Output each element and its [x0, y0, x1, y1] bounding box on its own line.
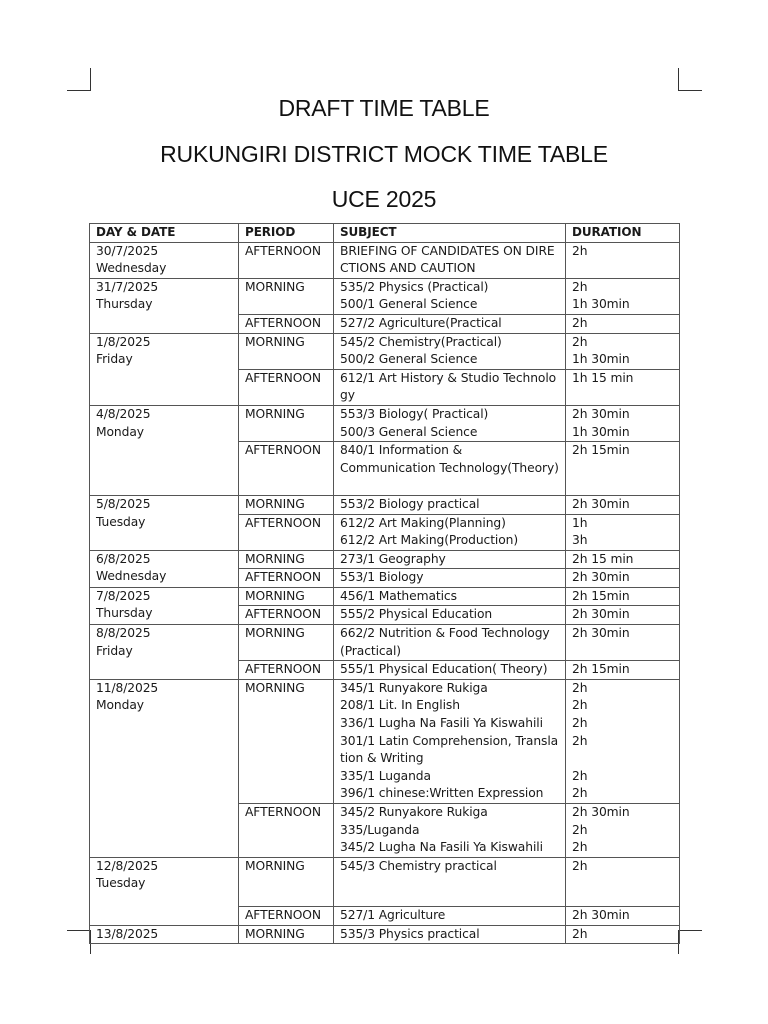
table-row — [90, 242, 680, 278]
table-row — [90, 587, 680, 606]
table-row — [90, 278, 680, 314]
period-cell: AFTERNOON — [239, 661, 334, 680]
duration-cell: 2h — [566, 925, 680, 944]
duration-cell: 2h — [566, 242, 680, 278]
subject-cell: 555/1 Physical Education( Theory) — [334, 661, 566, 680]
period-cell: AFTERNOON — [239, 606, 334, 625]
period-cell: MORNING — [239, 333, 334, 369]
day-date-cell: 12/8/2025 Tuesday — [90, 857, 239, 925]
crop-mark-top-left — [67, 90, 91, 91]
crop-mark-bottom-right — [678, 930, 702, 931]
subject-cell: BRIEFING OF CANDIDATES ON DIRECTIONS AND CAUTION — [334, 242, 566, 278]
duration-cell: 2h 15min — [566, 587, 680, 606]
subject-cell: 553/3 Biology( Practical) 500/3 General Science — [334, 405, 566, 441]
crop-mark-top-left — [90, 68, 91, 91]
period-cell: MORNING — [239, 550, 334, 569]
subject-cell: 840/1 Information & Communication Technology(Theory) — [334, 442, 566, 496]
duration-cell: 2h 30min 1h 30min — [566, 405, 680, 441]
table-row — [90, 857, 680, 906]
timetable — [89, 223, 680, 944]
exam-title: UCE 2025 — [331, 186, 437, 212]
duration-cell: 2h 15min — [566, 661, 680, 680]
subject-cell: 612/1 Art History & Studio Technology — [334, 369, 566, 405]
subject-cell: 535/3 Physics practical — [334, 925, 566, 944]
duration-cell: 1h 3h — [566, 514, 680, 550]
duration-cell: 2h 30min — [566, 606, 680, 625]
table-row — [90, 405, 680, 441]
day-date-cell: 7/8/2025 Thursday — [90, 587, 239, 624]
day-date-cell: 1/8/2025 Friday — [90, 333, 239, 405]
table-row — [90, 495, 680, 514]
period-cell: MORNING — [239, 679, 334, 803]
day-date-cell: 31/7/2025 Thursday — [90, 278, 239, 333]
period-cell: MORNING — [239, 405, 334, 441]
period-cell: AFTERNOON — [239, 804, 334, 858]
duration-cell: 2h 15 min — [566, 550, 680, 569]
period-cell: MORNING — [239, 925, 334, 944]
subject-cell: 345/2 Runyakore Rukiga 335/Luganda 345/2 Lugha Na Fasili Ya Kiswahili — [334, 804, 566, 858]
period-cell: AFTERNOON — [239, 514, 334, 550]
header-duration: DURATION — [566, 224, 680, 243]
header-period: PERIOD — [239, 224, 334, 243]
period-cell: AFTERNOON — [239, 442, 334, 496]
period-cell: AFTERNOON — [239, 242, 334, 278]
crop-mark-top-right — [678, 68, 679, 91]
crop-mark-bottom-left — [67, 930, 91, 931]
duration-cell: 2h 30min — [566, 569, 680, 588]
header-day-date: DAY & DATE — [90, 224, 239, 243]
day-date-cell: 30/7/2025 Wednesday — [90, 242, 239, 278]
table-row — [90, 679, 680, 803]
duration-cell: 2h — [566, 314, 680, 333]
subject-cell: 527/2 Agriculture(Practical — [334, 314, 566, 333]
period-cell: AFTERNOON — [239, 369, 334, 405]
period-cell: AFTERNOON — [239, 569, 334, 588]
day-date-cell: 13/8/2025 — [90, 925, 239, 944]
period-cell: MORNING — [239, 625, 334, 661]
subject-cell: 555/2 Physical Education — [334, 606, 566, 625]
day-date-cell: 5/8/2025 Tuesday — [90, 495, 239, 550]
duration-cell: 2h 30min 2h 2h — [566, 804, 680, 858]
subject-cell: 527/1 Agriculture — [334, 906, 566, 925]
day-date-cell: 4/8/2025 Monday — [90, 405, 239, 495]
period-cell: MORNING — [239, 278, 334, 314]
district-title: RUKUNGIRI DISTRICT MOCK TIME TABLE — [160, 141, 608, 167]
table-row — [90, 925, 680, 944]
day-date-cell: 8/8/2025 Friday — [90, 625, 239, 680]
table-row — [90, 550, 680, 569]
header-subject: SUBJECT — [334, 224, 566, 243]
subject-cell: 662/2 Nutrition & Food Technology (Practical) — [334, 625, 566, 661]
duration-cell: 2h 1h 30min — [566, 278, 680, 314]
table-header-row — [90, 224, 680, 243]
duration-cell: 2h 15min — [566, 442, 680, 496]
duration-cell: 2h 1h 30min — [566, 333, 680, 369]
duration-cell: 2h 2h 2h 2h 2h 2h — [566, 679, 680, 803]
subject-cell: 612/2 Art Making(Planning) 612/2 Art Making(Production) — [334, 514, 566, 550]
subject-cell: 456/1 Mathematics — [334, 587, 566, 606]
duration-cell: 2h 30min — [566, 495, 680, 514]
day-date-cell: 11/8/2025 Monday — [90, 679, 239, 857]
period-cell: MORNING — [239, 587, 334, 606]
table-row — [90, 625, 680, 661]
subject-cell: 273/1 Geography — [334, 550, 566, 569]
period-cell: AFTERNOON — [239, 906, 334, 925]
table-row — [90, 333, 680, 369]
period-cell: MORNING — [239, 495, 334, 514]
day-date-cell: 6/8/2025 Wednesday — [90, 550, 239, 587]
period-cell: MORNING — [239, 857, 334, 906]
subject-cell: 553/2 Biology practical — [334, 495, 566, 514]
subject-cell: 545/2 Chemistry(Practical) 500/2 General Science — [334, 333, 566, 369]
period-cell: AFTERNOON — [239, 314, 334, 333]
duration-cell: 2h 30min — [566, 906, 680, 925]
document-title: DRAFT TIME TABLE — [278, 95, 490, 121]
subject-cell: 345/1 Runyakore Rukiga 208/1 Lit. In English 336/1 Lugha Na Fasili Ya Kiswahili 301/1 Latin Comprehension, Translation & Writing 335/1 Luganda 396/1 chinese:Written Expression — [334, 679, 566, 803]
duration-cell: 2h 30min — [566, 625, 680, 661]
crop-mark-top-right — [678, 90, 702, 91]
duration-cell: 1h 15 min — [566, 369, 680, 405]
subject-cell: 535/2 Physics (Practical) 500/1 General Science — [334, 278, 566, 314]
subject-cell: 545/3 Chemistry practical — [334, 857, 566, 906]
subject-cell: 553/1 Biology — [334, 569, 566, 588]
duration-cell: 2h — [566, 857, 680, 906]
